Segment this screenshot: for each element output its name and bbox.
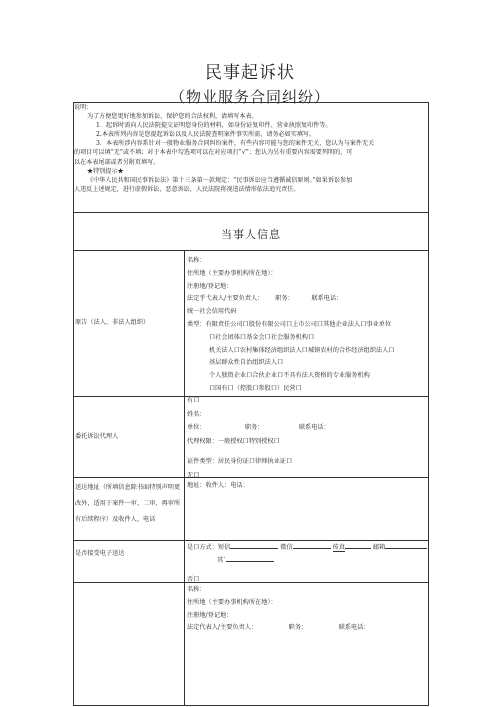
agent-name-field[interactable]: 姓名： [187,410,206,418]
plaintiff-position-field[interactable]: 职务： [275,295,294,303]
fax-input[interactable] [345,541,371,549]
instructions-line: 1．起诉时需向人民法院提交证明您身份的材料，如身份证复印件、营业执照复印件等。 [96,122,332,130]
agent-label: 委托诉讼代理人 [75,433,119,440]
document-title: 民事起诉状 [205,63,295,83]
section-title: 当事人信息 [221,228,281,241]
document-subtitle: （物业服务合同纠纷） [169,88,330,106]
defendant-fields [187,584,427,635]
agent-none-checkbox[interactable]: 无口 [187,471,200,479]
instructions-line: 的项目可以填“无”或不填；对于本表中勾选项可以在对应项打“√”；您认为另有重要内容需要列明的，可 [74,149,353,157]
agent-fields [187,394,427,482]
wechat-input[interactable] [293,541,331,549]
instructions-line: 3．本表所涉内容系针对一般物业服务合同纠纷案件，有些内容可能与您的案件无关，您认为与案件无关 [96,140,375,148]
plaintiff-legal-rep-field[interactable]: 法定乎弋表人/主要负责人： [187,295,264,303]
table-divider [73,250,429,251]
electronic-service-label: 是否接受电子送达 [75,550,125,557]
plaintiff-name-field[interactable]: 名称： [187,257,206,264]
sms-input[interactable] [230,541,278,549]
instructions-line: 《中华人民共和国民事诉讼法》第十三条第一款规定：“民事诉讼应当遵循诚信原则。”如果诉讼参加 [87,176,353,184]
spacer [187,448,427,455]
special-notice-heading: ★特别提示★ [87,167,124,175]
wechat-label: 微信 [280,544,293,551]
instructions-block [74,103,428,194]
plaintiff-type-options[interactable]: 机关法人口农村集体经济组织法人口城镇农村的合作经济组织法人口 [209,346,395,354]
electronic-service-methods [187,541,427,554]
agent-cert-type-options[interactable]: 证件类型：居民身份证口律师执业证口 [187,458,293,465]
electronic-service-fields [187,541,427,586]
other-input[interactable] [226,554,274,562]
defendant-legal-rep-field[interactable]: 法定代表人/主要负责人： [187,624,258,632]
email-input[interactable] [385,541,427,549]
plaintiff-address-field[interactable]: 住所地（主要办事机构所在地）： [187,269,277,277]
plaintiff-label: 原告（法人、非法人组织） [75,319,150,326]
instructions-line: 人违反上述规定，进行虚假诉讼、恶意诉讼，人民法院将视违法情形依法追究责任。 [74,185,300,193]
plaintiff-registered-field[interactable]: 注册地/登记地： [187,282,233,290]
instructions-line: 为了方便您更好地参加诉讼，保护您的合法权利，请填写本表。 [87,113,258,121]
fax-label: 传真 [332,544,345,551]
table-divider [73,212,429,213]
agent-unit-row [187,421,427,435]
agent-authority-options[interactable]: 代理权限：一般授权口特别授权口 [187,437,280,445]
plaintiff-type-options[interactable]: 个人独资企业口合伙企业口不具有法人资格的专业服务机构 [209,372,370,380]
defendant-name-field[interactable]: 名称： [187,586,206,593]
column-divider [184,250,185,706]
agent-phone-field[interactable]: 联系电话： [298,424,330,431]
defendant-registered-field[interactable]: 注册地/登记地： [187,611,233,619]
defendant-position-field[interactable]: 职务： [288,624,308,632]
plaintiff-type-options[interactable]: 口国有口（控股口参股口）民营口 [209,384,302,392]
plaintiff-type-options[interactable]: 口社会团体口基金会口社会服务机构口 [209,333,315,341]
defendant-phone-field[interactable]: 联系电话： [338,624,370,632]
electronic-yes-checkbox[interactable]: 是口方式：短信 [187,544,231,551]
plaintiff-legal-rep-row [187,293,427,306]
defendant-legal-rep-row [187,622,427,635]
plaintiff-credit-code-field[interactable]: 统一社会信用代码 [187,308,237,316]
plaintiff-fields [187,255,427,396]
plaintiff-type-options[interactable]: 类型：有限责任公司口股份有限公司口上市公司口其他企业法人口事业单位 [187,320,392,328]
instructions-line: 2.本表所列内容是您提起诉讼以及人民法院查明案件事实所需，请务必如实填写。 [96,131,316,139]
electronic-other-row [187,554,427,567]
agent-position-field[interactable]: 职务： [244,424,264,431]
service-address-label: 送达地址（所填信息除书面特别声明更改外，适用于案件一审、二审、再审所有后续程序）及收件人、电话 [75,484,181,523]
electronic-no-checkbox[interactable]: 否口 [187,576,200,583]
email-label: 邮箱 [372,544,386,551]
agent-unit-field[interactable]: 单位： [187,424,206,431]
instructions-line: 以在本表尾部或者另附页填写。 [74,158,160,166]
service-address-field[interactable]: 地址：收件人：电话： [187,482,249,489]
plaintiff-phone-field[interactable]: 联系电话： [311,295,343,303]
plaintiff-type-options[interactable]: 基层群众性自治组织法人口 [209,359,284,367]
instructions-heading: 说明： [74,104,93,111]
defendant-address-field[interactable]: 住所地（主要办事机构所在地）： [187,598,277,606]
agent-has-checkbox[interactable]: 有口 [187,397,200,404]
electronic-other-label: 其` [217,557,227,564]
